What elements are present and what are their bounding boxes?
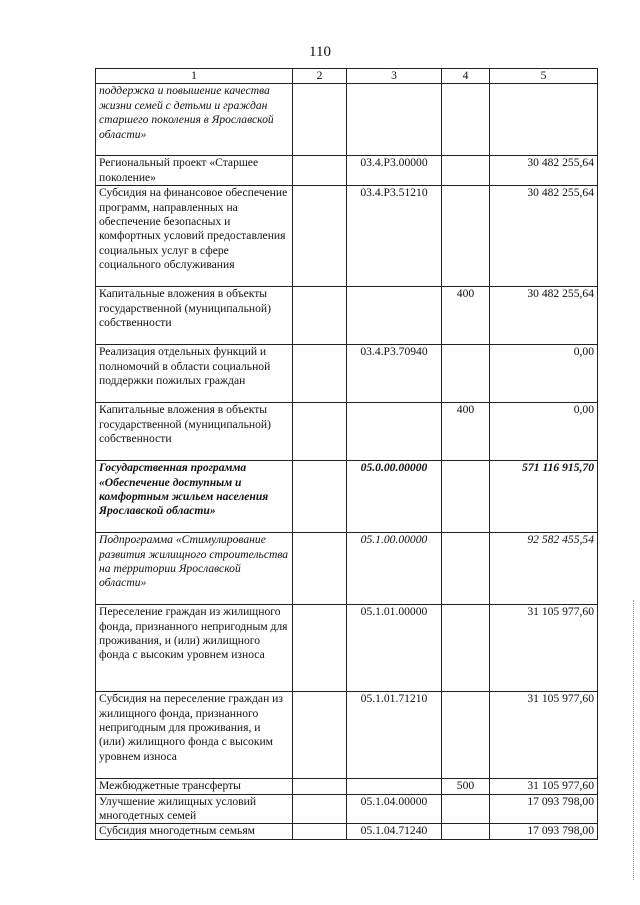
table-row — [96, 84, 598, 156]
table-row — [96, 794, 598, 824]
row-name-cell: Переселение граждан из жилищного фонда, признанного непригодным для проживания, и (или) жилищного фонда с высоким уровнем износа — [96, 605, 293, 692]
row-gr-cell — [293, 692, 347, 779]
table-row — [96, 779, 598, 794]
row-gr-cell — [293, 533, 347, 605]
row-code-cell: 05.1.00.00000 — [347, 533, 442, 605]
row-sum-cell: 0,00 — [490, 345, 598, 403]
table-body — [96, 84, 598, 839]
header-col-5: 5 — [490, 69, 598, 84]
row-name-cell: Субсидия на переселение граждан из жилищного фонда, признанного непригодным для проживания, и (или) жилищного фонда с высоким уровнем износа — [96, 692, 293, 779]
table-row — [96, 461, 598, 533]
table-row — [96, 156, 598, 186]
row-name-cell: Субсидия на финансовое обеспечение программ, направленных на обеспечение безопасных и комфортных условий предоставления социальных услуг в сфере социального обслуживания — [96, 186, 293, 287]
header-col-3: 3 — [347, 69, 442, 84]
row-sum-cell: 0,00 — [490, 403, 598, 461]
row-gr-cell — [293, 461, 347, 533]
row-vr-cell — [442, 186, 490, 287]
row-vr-cell: 400 — [442, 287, 490, 345]
row-gr-cell — [293, 605, 347, 692]
row-sum-cell: 30 482 255,64 — [490, 186, 598, 287]
row-vr-cell — [442, 692, 490, 779]
table-row — [96, 186, 598, 287]
row-sum-cell — [490, 84, 598, 156]
row-vr-cell — [442, 84, 490, 156]
row-sum-cell: 31 105 977,60 — [490, 605, 598, 692]
row-gr-cell — [293, 156, 347, 186]
table-row — [96, 287, 598, 345]
row-vr-cell — [442, 533, 490, 605]
row-gr-cell — [293, 84, 347, 156]
row-name-cell: поддержка и повышение качества жизни семей с детьми и граждан старшего поколения в Ярославской области» — [96, 84, 293, 156]
row-code-cell: 05.1.01.71210 — [347, 692, 442, 779]
table-row — [96, 533, 598, 605]
row-gr-cell — [293, 403, 347, 461]
row-code-cell: 03.4.P3.51210 — [347, 186, 442, 287]
row-gr-cell — [293, 345, 347, 403]
scan-edge-mark — [633, 600, 636, 880]
row-gr-cell — [293, 824, 347, 839]
row-sum-cell: 17 093 798,00 — [490, 824, 598, 839]
header-col-2: 2 — [293, 69, 347, 84]
table-row — [96, 345, 598, 403]
row-code-cell: 05.1.04.71240 — [347, 824, 442, 839]
row-name-cell: Подпрограмма «Стимулирование развития жилищного строительства на территории Ярославской области» — [96, 533, 293, 605]
row-sum-cell: 30 482 255,64 — [490, 287, 598, 345]
table-header-row — [96, 69, 598, 84]
row-sum-cell: 31 105 977,60 — [490, 692, 598, 779]
row-name-cell: Реализация отдельных функций и полномочий в области социальной поддержки пожилых граждан — [96, 345, 293, 403]
row-vr-cell — [442, 605, 490, 692]
row-vr-cell — [442, 824, 490, 839]
row-code-cell: 03.4.P3.70940 — [347, 345, 442, 403]
row-code-cell: 05.0.00.00000 — [347, 461, 442, 533]
row-name-cell: Региональный проект «Старшее поколение» — [96, 156, 293, 186]
table-row — [96, 824, 598, 839]
row-gr-cell — [293, 186, 347, 287]
row-name-cell: Капитальные вложения в объекты государственной (муниципальной) собственности — [96, 287, 293, 345]
row-sum-cell: 30 482 255,64 — [490, 156, 598, 186]
row-sum-cell: 571 116 915,70 — [490, 461, 598, 533]
row-vr-cell — [442, 461, 490, 533]
row-vr-cell: 500 — [442, 779, 490, 794]
row-name-cell: Субсидия многодетным семьям — [96, 824, 293, 839]
row-vr-cell: 400 — [442, 403, 490, 461]
row-vr-cell — [442, 794, 490, 824]
row-name-cell: Государственная программа «Обеспечение доступным и комфортным жильем населения Ярославской области» — [96, 461, 293, 533]
row-name-cell: Улучшение жилищных условий многодетных семей — [96, 794, 293, 824]
row-code-cell — [347, 84, 442, 156]
row-code-cell: 03.4.P3.00000 — [347, 156, 442, 186]
row-name-cell: Межбюджетные трансферты — [96, 779, 293, 794]
row-gr-cell — [293, 779, 347, 794]
row-gr-cell — [293, 287, 347, 345]
page-number: 110 — [309, 44, 331, 60]
row-sum-cell: 92 582 455,54 — [490, 533, 598, 605]
table-row — [96, 605, 598, 692]
row-name-cell: Капитальные вложения в объекты государственной (муниципальной) собственности — [96, 403, 293, 461]
row-vr-cell — [442, 345, 490, 403]
row-code-cell — [347, 403, 442, 461]
header-col-4: 4 — [442, 69, 490, 84]
row-vr-cell — [442, 156, 490, 186]
row-sum-cell: 31 105 977,60 — [490, 779, 598, 794]
row-sum-cell: 17 093 798,00 — [490, 794, 598, 824]
header-col-1: 1 — [96, 69, 293, 84]
row-code-cell — [347, 287, 442, 345]
budget-table — [95, 68, 598, 840]
table-row — [96, 692, 598, 779]
table-row — [96, 403, 598, 461]
row-code-cell: 05.1.04.00000 — [347, 794, 442, 824]
row-code-cell: 05.1.01.00000 — [347, 605, 442, 692]
row-code-cell — [347, 779, 442, 794]
row-gr-cell — [293, 794, 347, 824]
